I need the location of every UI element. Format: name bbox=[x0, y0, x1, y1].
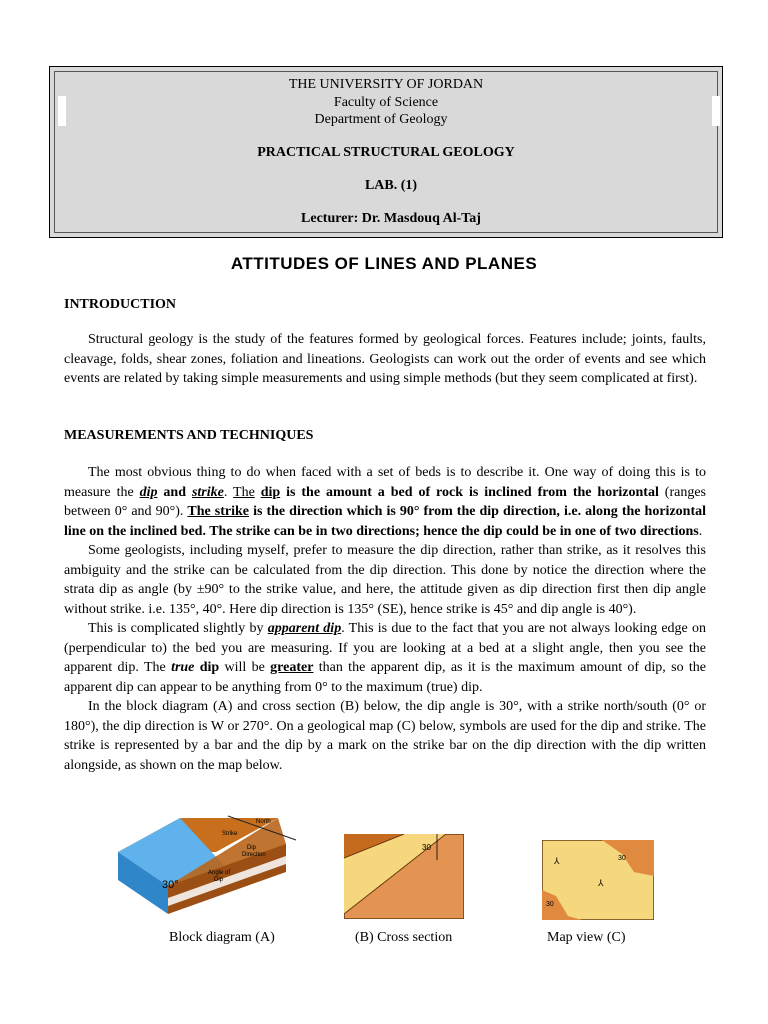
map-dip-label-2: 30 bbox=[546, 901, 554, 908]
department-name: Department of Geology bbox=[314, 112, 448, 127]
cross-section bbox=[344, 834, 464, 919]
faculty-name: Faculty of Science bbox=[333, 95, 439, 110]
block-diagram bbox=[118, 814, 318, 916]
intro-text: Structural geology is the study of the features formed by geological forces. Features include; joints, faults, cleavage, folds, shear zones, foliation and lineations. Geologists can work out the order of events and see which events are related by taking simple measurements and using simple methods (but they seem complicated at first). bbox=[64, 332, 706, 386]
header-box bbox=[49, 66, 723, 238]
strike-symbol-1: ⅄ bbox=[554, 856, 560, 866]
measure-paragraphs bbox=[64, 463, 706, 775]
measure-p4: In the block diagram (A) and cross section (B) below, the dip angle is 30°, with a strike north/south (0° or 180°), the dip direction is W or 270°. On a geological map (C) below, symbols are used for the dip and strike. The strike is represented by a bar and the dip by a mark on the strike bar on the dip direction with the dip written alongside, as shown on the map below. bbox=[64, 699, 706, 773]
strike-symbol-2: ⅄ bbox=[598, 878, 604, 888]
thirty-label: 30° bbox=[162, 879, 179, 891]
measure-heading: MEASUREMENTS AND TECHNIQUES bbox=[64, 428, 314, 443]
measure-p2: Some geologists, including myself, prefer to measure the dip direction, rather than strike, as it resolves this ambiguity and the strike can be calculated from the dip direction. This done by notice the direction where the strata dip as angle (by ±90° to the strike value, and here, the attitude given as dip direction first then dip angle without strike. i.e. 135°, 40°. Here dip direction is 135° (SE), hence strike is 45° and dip angle is 40°). bbox=[64, 543, 706, 617]
dip-direction-label: Dip bbox=[247, 845, 257, 851]
header-left-mark bbox=[58, 96, 66, 126]
document-title: ATTITUDES OF LINES AND PLANES bbox=[230, 254, 538, 273]
intro-heading: INTRODUCTION bbox=[64, 297, 177, 312]
university-name: THE UNIVERSITY OF JORDAN bbox=[288, 77, 484, 92]
angle-label-2: Dip bbox=[214, 877, 224, 883]
measure-p1: The most obvious thing to do when faced with a set of beds is to describe it. One way of doing this is to measure the dip and strike. The dip is the amount a bed of rock is inclined from the horizontal (ranges between 0° and 90°). The strike is the direction which is 90° from the dip direction, i.e. along the horizontal line on the inclined bed. The strike can be in two directions; hence the dip could be in one of two directions. bbox=[64, 465, 706, 539]
course-title: PRACTICAL STRUCTURAL GEOLOGY bbox=[257, 145, 515, 160]
header-right-mark bbox=[712, 96, 720, 126]
map-dip-label-1: 30 bbox=[618, 855, 626, 862]
lecturer-name: Lecturer: Dr. Masdouq Al-Taj bbox=[301, 211, 481, 226]
strike-label: Strike bbox=[222, 831, 238, 837]
cross-dip-label: 30 bbox=[422, 843, 431, 852]
caption-map: Map view (C) bbox=[547, 930, 626, 945]
map-view bbox=[542, 840, 654, 920]
angle-label: Angle of bbox=[208, 870, 231, 876]
caption-cross: (B) Cross section bbox=[355, 930, 453, 945]
caption-block: Block diagram (A) bbox=[169, 930, 275, 945]
lab-number: LAB. (1) bbox=[364, 178, 418, 193]
measure-p3: This is complicated slightly by apparent dip. This is due to the fact that you are not always looking edge on (perpendicular to) the bed you are measuring. If you are looking at a bed at a slight angle, then you see the apparent dip. The true dip will be greater than the apparent dip, as it is the maximum amount of dip, so the apparent dip can appear to be anything from 0° to the maximum (true) dip. bbox=[64, 621, 706, 695]
north-label: North bbox=[256, 819, 271, 825]
intro-paragraph bbox=[64, 330, 706, 389]
dip-direction-label-2: Direction bbox=[242, 852, 266, 858]
